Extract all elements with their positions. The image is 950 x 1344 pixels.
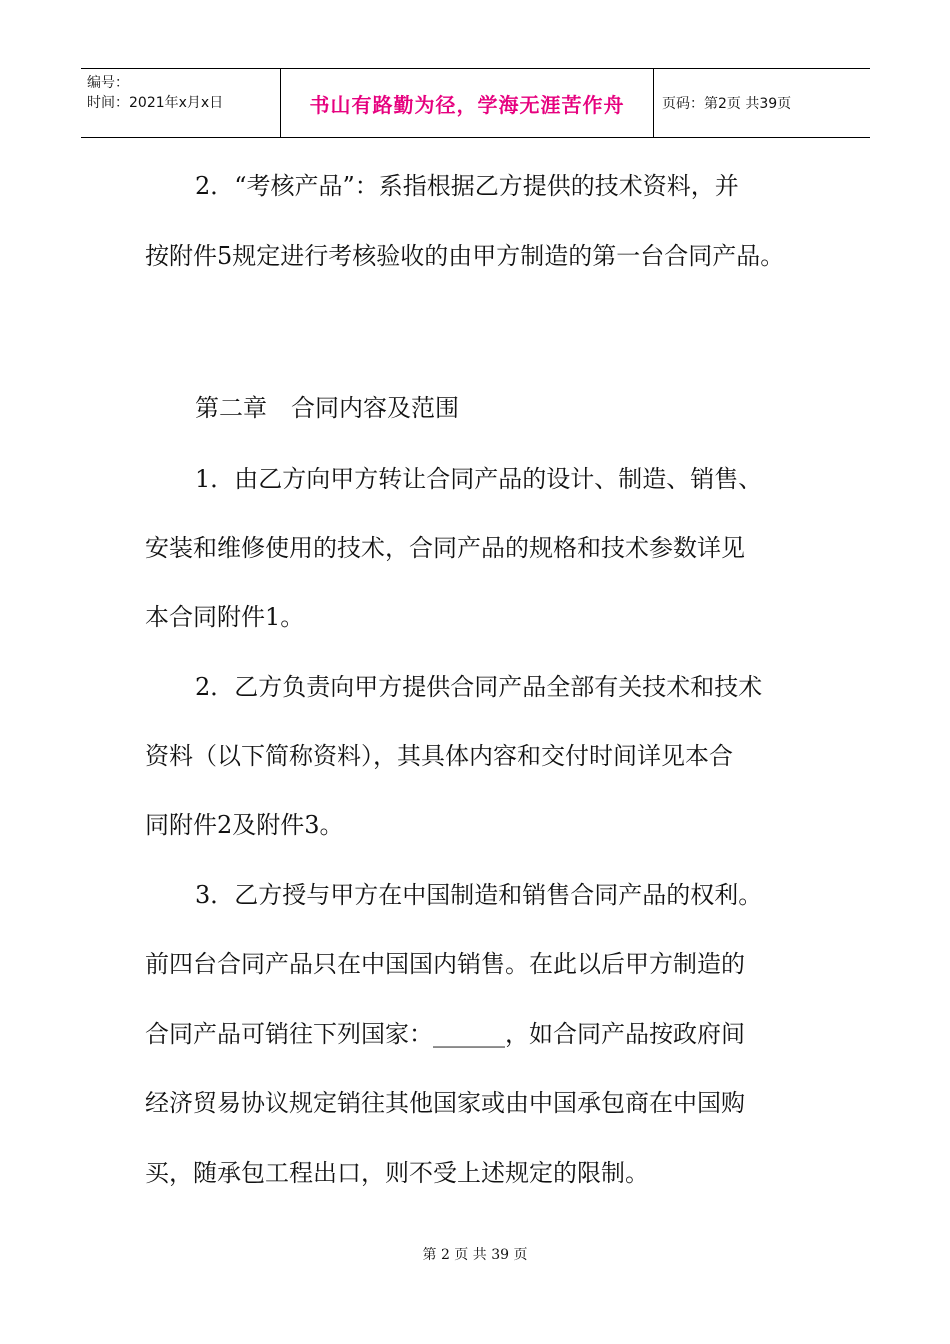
paragraph-line: 1．由乙方向甲方转让合同产品的设计、制造、销售、 [195,465,763,493]
header-motto: 书山有路勤为径，学海无涯苦作舟 [281,69,654,137]
paragraph-line: 前四台合同产品只在中国国内销售。在此以后甲方制造的 [145,950,745,978]
document-number-label: 编号： [87,75,129,91]
header-page-number: 页码：第2页 共39页 [662,96,792,112]
paragraph-line: 经济贸易协议规定销往其他国家或由中国承包商在中国购 [145,1089,745,1117]
paragraph-line: 安装和维修使用的技术，合同产品的规格和技术参数详见 [145,534,745,562]
paragraph-line: 3．乙方授与甲方在中国制造和销售合同产品的权利。 [195,881,763,909]
page-header [81,68,870,138]
page-footer: 第 2 页 共 39 页 [422,1247,528,1263]
paragraph-line: 本合同附件1。 [145,603,305,631]
paragraph-line: 合同产品可销往下列国家：______，如合同产品按政府间 [145,1020,745,1048]
paragraph-line: 2．乙方负责向甲方提供合同产品全部有关技术和技术 [195,673,763,701]
header-meta [81,69,281,137]
paragraph-line: 买，随承包工程出口，则不受上述规定的限制。 [145,1159,649,1187]
paragraph-line: 2．“考核产品”：系指根据乙方提供的技术资料，并 [195,172,739,200]
paragraph-line: 资料（以下简称资料），其具体内容和交付时间详见本合 [145,742,733,770]
chapter-heading: 第二章 合同内容及范围 [195,394,459,422]
paragraph-line: 按附件5规定进行考核验收的由甲方制造的第一台合同产品。 [145,242,785,270]
document-date-label: 时间：2021年x月x日 [87,95,224,111]
paragraph-line: 同附件2及附件3。 [145,811,344,839]
